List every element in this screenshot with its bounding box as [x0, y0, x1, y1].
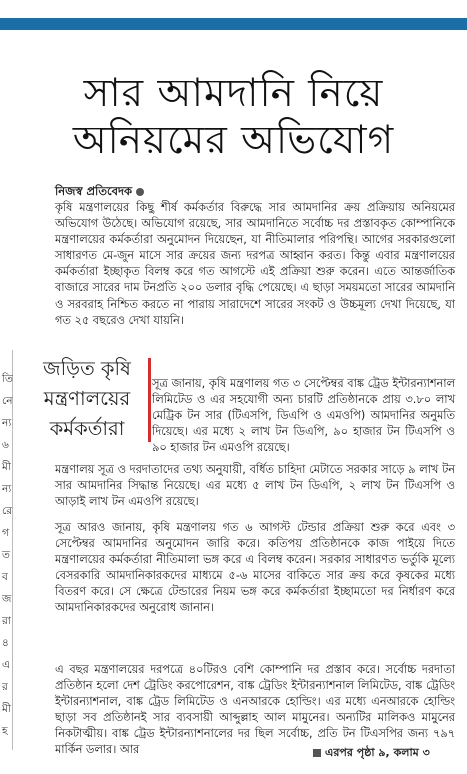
headline-line-2: অনিয়মের অভিযোগ [72, 118, 395, 163]
fragment-text: হ [2, 725, 8, 737]
pullquote-line-3: কর্মকর্তারা [49, 417, 125, 440]
pullquote-line-2: মন্ত্রণালয়ের [43, 387, 131, 410]
pullquote [30, 354, 144, 444]
bullet-icon [136, 188, 144, 196]
fragment-text: মী [2, 703, 11, 715]
paragraph-2: মন্ত্রণালয় সূত্র ও দরদাতাদের তথ্য অনুযায়ী, বর্ধিত চাহিদা মেটাতে সরকার সাড়ে ৯ লাখ টন সার আমদানির সিদ্ধান্ত নিয়েছে। এর মধ্যে ৫ লাখ টন ডিএপি, ২ লাখ টন টিএসপি ও আড়াই লাখ টন এমওপি রয়েছে। [55, 463, 455, 509]
byline-text: নিজস্ব প্রতিবেদক [55, 184, 133, 198]
square-icon [313, 749, 321, 757]
paragraph-3: সূত্র আরও জানায়, কৃষি মন্ত্রণালয় গত ৬ আগস্ট টেন্ডার প্রক্রিয়া শুরু করে এবং ৩ সেপ্টেম্বর আমদানির অনুমোদন জারি করে। কতিপয় প্রতিষ্ঠানকে কাজ পাইয়ে দিতে মন্ত্রণালয়ের কর্মকর্তারা নীতিমালা ভঙ্গ করে এ বিলম্ব করেন। সরকার সাধারণত ভর্তুকি মূল্যে বেসরকারি আমদানিকারকদের মাধ্যমে ৫-৬ মাসের বাকিতে সার ক্রয় করে কৃষকের মধ্যে বিতরণ করে। সে ক্ষেত্রে টেন্ডারের নিয়ম ভঙ্গ করে কর্মকর্তারা ইচ্ছামতো দর নির্ধারণ করে আমদানিকারকদের অনুরোধ জানান। [55, 521, 455, 615]
continuation-text: এরপর পৃষ্ঠা ৯, কলাম ৩ [325, 746, 430, 759]
fragment-text: ত [2, 549, 10, 561]
fragment-text: রা [2, 615, 11, 627]
fragment-text: রে [2, 505, 13, 517]
fragment-text: র [2, 681, 8, 693]
fragment-text: গ [2, 527, 9, 539]
paragraph-1b: সূত্র জানায়, কৃষি মন্ত্রণালয় গত ৩ সেপ্টেম্বর বাঙ্ক ট্রেড ইন্টারন্যাশনাল লিমিটেড ও এর সহযোগী অন্য চারটি প্রতিষ্ঠানকে প্রায় ৩.৮০ লাখ মেট্রিক টন সার (টিএসপি, ডিএপি ও এমওপি) আমদানির অনুমতি দিয়েছে। এর মধ্যে ২ লাখ টন ডিএপি, ৯০ হাজার টন টিএসপি ও ৯০ হাজার টন এমওপি রয়েছে। [152, 377, 455, 455]
pullquote-bar [148, 358, 151, 442]
fragment-text: ন্য [2, 417, 12, 429]
paragraph-4: এ বছর মন্ত্রণালয়ের দরপত্রে ৪০টিরও বেশি কোম্পানি দর প্রস্তাব করে। সর্বোচ্চ দরদাতা প্রতিষ্ঠান হলো দেশ ট্রেডিং করপোরেশন, বাঙ্ক ট্রেডিং ইন্টারন্যাশনাল লিমিটেড, বাঙ্ক ট্রেডিং ইন্টারন্যাশনাল, বাঙ্ক ট্রেড লিমিটেড ও এনআরকে হোল্ডিং। এর মধ্যে এনআরকে হোল্ডিং ছাড়া সব প্রতিষ্ঠানই সার ব্যবসায়ী আব্দুল্লাহ আল মামুনের। অন্যটির মালিকও মামুনের নিকটাত্মীয়। বাঙ্ক ট্রেড ইন্টারন্যাশনালের দর ছিল সর্বোচ্চ, প্রতি টন টিএসপির জন্য ৭৯৭ মার্কিন ডলার। আর [55, 663, 455, 757]
fragment-text: ৪ [2, 637, 9, 649]
fragment-text: তি [2, 373, 13, 385]
fragment-text: ব [2, 571, 8, 583]
headline-line-1: সার আমদানি নিয়ে [83, 71, 384, 116]
continuation-note [313, 744, 430, 763]
fragment-text: নে [2, 395, 13, 407]
fragment-text: মী [2, 461, 11, 473]
fragment-text: ন্য [2, 483, 12, 495]
fragment-text: জ [2, 593, 12, 605]
pullquote-line-1: জড়িত কৃষি [43, 357, 131, 380]
top-color-bar [0, 18, 467, 30]
fragment-text: ৬ [2, 439, 9, 451]
fragment-text: এ [2, 659, 10, 671]
headline [0, 70, 467, 164]
paragraph-1: কৃষি মন্ত্রণালয়ের কিছু শীর্ষ কর্মকর্তার বিরুদ্ধে সার আমদানির ক্রয় প্রক্রিয়ায় অনিয়মের অভিযোগ উঠেছে। অভিযোগ রয়েছে, সার আমদানিতে সর্বোচ্চ দর প্রস্তাবকৃত কোম্পানিকে মন্ত্রণালয়ের কর্মকর্তারা অনুমোদন দিয়েছেন, যা নীতিমালার পরিপন্থি। আগের সরকারগুলো সাধারণত মে-জুন মাসে সার ক্রয়ের জন্য দরপত্র আহ্বান করত। কিন্তু এবার মন্ত্রণালয়ের কর্মকর্তারা ইচ্ছাকৃত বিলম্ব করে গত আগস্টে এই প্রক্রিয়া শুরু করেন। এতে আন্তর্জাতিক বাজারে সারের দাম টনপ্রতি ২০০ ডলার বৃদ্ধি পেয়েছে। এ ছাড়া সময়মতো সারের আমদানি ও সরবরাহ নিশ্চিত করতে না পারায় সারাদেশে সারের সংকট ও উচ্চমূল্য দেখা দিয়েছে, যা গত ২৫ বছরেও দেখা যায়নি। [55, 201, 455, 327]
